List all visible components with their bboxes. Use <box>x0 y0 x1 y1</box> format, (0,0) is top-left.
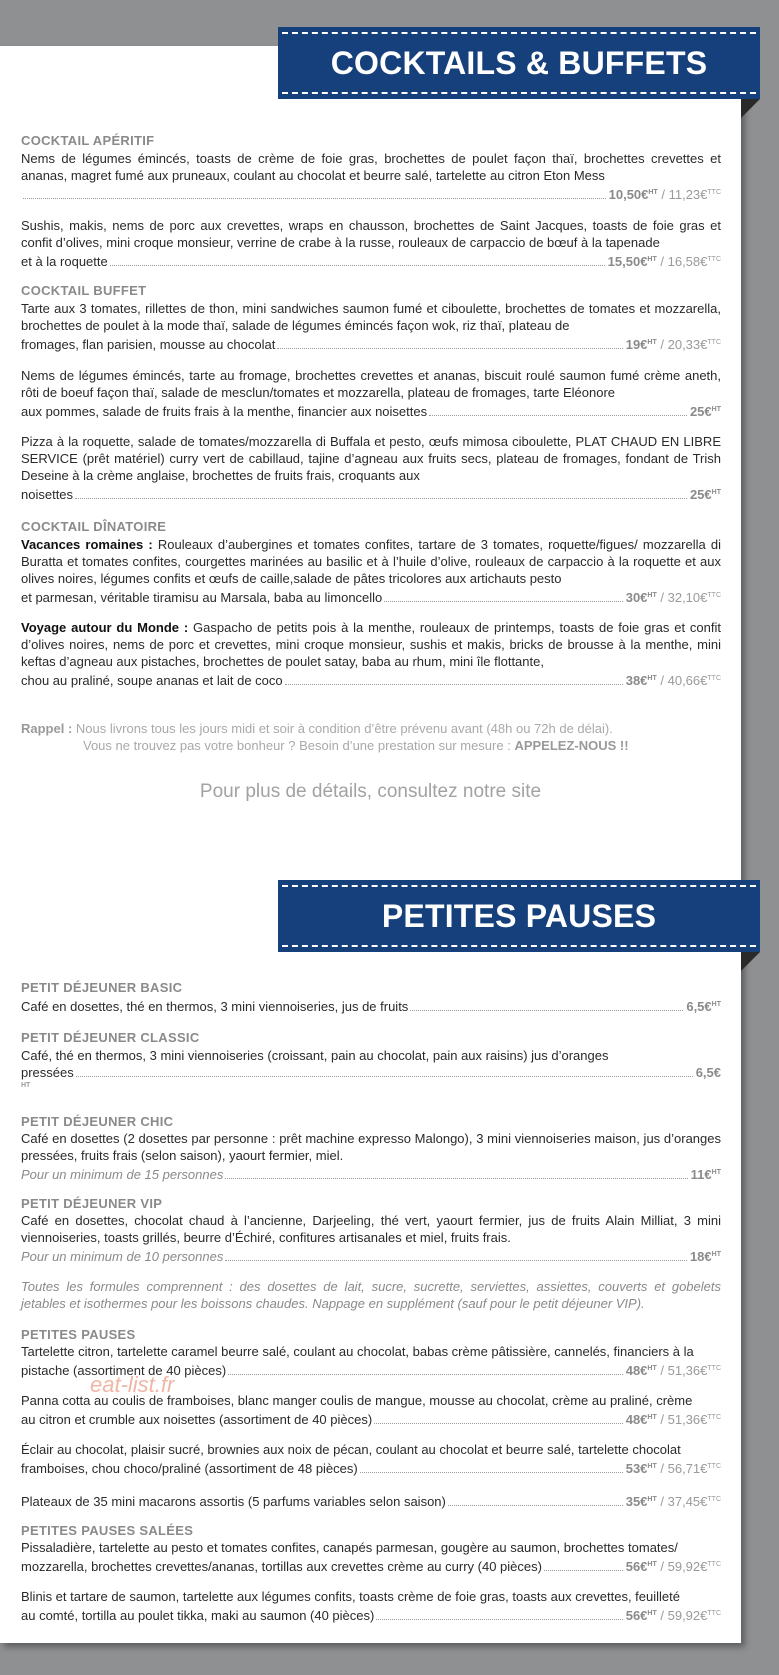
menu-item <box>21 150 721 203</box>
menu-item <box>21 1212 721 1265</box>
reminder-line-1: Nous livrons tous les jours midi et soir à condition d’être prévenu avant (48h ou 72h de délai). <box>72 721 613 736</box>
menu-item <box>21 433 721 503</box>
item-description-end: Café en dosettes, thé en thermos, 3 mini viennoiseries, jus de fruits <box>21 999 409 1014</box>
item-price: 10,50€$^{HT}$ / 11,23€$^{TTC}$ <box>608 187 721 202</box>
item-description-end: au comté, tortilla au poulet tikka, maki au saumon (40 pièces) <box>21 1608 375 1623</box>
item-description-end: pressées <box>21 1065 74 1080</box>
item-price: 25€$^{HT}$ <box>689 487 721 502</box>
item-description-end: Plateaux de 35 mini macarons assortis (5 parfums variables selon saison) <box>21 1494 446 1509</box>
menu-item <box>21 1047 721 1090</box>
item-price: 18€$^{HT}$ <box>689 1249 721 1264</box>
section-title-cocktail-buffet: COCKTAIL BUFFET <box>21 283 147 298</box>
item-price: 25€$^{HT}$ <box>689 404 721 419</box>
item-price: 38€$^{HT}$ / 40,66€$^{TTC}$ <box>625 673 721 688</box>
item-description-end: framboises, chou choco/praliné (assortiment de 48 pièces) <box>21 1461 358 1476</box>
item-lead: Voyage autour du Monde : <box>21 620 189 635</box>
item-description-end: mozzarella, brochettes crevettes/ananas, tortillas aux crevettes crème au curry (40 pièces) <box>21 1559 542 1574</box>
banner-fold <box>741 99 760 118</box>
item-description: Blinis et tartare de saumon, tartelette aux légumes confits, toasts crème de foie gras, toasts aux crevettes, feuilleté <box>21 1589 680 1604</box>
banner-fold <box>741 952 760 971</box>
dot-leader <box>23 198 606 199</box>
website-note: Pour plus de détails, consultez notre site <box>199 781 542 802</box>
item-description: Vacances romaines : Rouleaux d’aubergines et tomates confites, tartare de 3 tomates, roquette/figues/ mozzarella di Buratta et tomates confites, courgettes marinées au basilic et à l’huile d’olive, rouleaux de carpaccio à la roquette et aux olives noires, légumes confits et œufs de caille,salade de pâtes tricolores aux artichauts pesto <box>21 537 721 586</box>
item-description-end: pistache (assortiment de 40 pièces) <box>21 1363 227 1378</box>
item-description: Café en dosettes (2 dosettes par personne : prêt machine expresso Malongo), 3 mini viennoiseries maison, jus d’oranges pressées, fruits frais (selon saison), yaourt fermier, miel. <box>21 1131 721 1163</box>
item-description: Tartelette citron, tartelette caramel beurre salé, coulant au chocolat, babas crème pâtissière, cannelés, financiers à la <box>21 1344 694 1359</box>
minimum-note: Pour un minimum de 15 personnes <box>21 1167 224 1182</box>
menu-item <box>21 367 721 420</box>
menu-item <box>21 1130 721 1183</box>
item-price: 53€$^{HT}$ / 56,71€$^{TTC}$ <box>625 1461 721 1476</box>
item-description-end: noisettes <box>21 487 74 502</box>
watermark: eat-list.fr <box>90 1372 175 1397</box>
banner-petites-pauses <box>278 880 760 952</box>
dot-leader <box>374 1423 623 1424</box>
section-title-pdj-vip: PETIT DÉJEUNER VIP <box>21 1196 163 1211</box>
dot-leader <box>225 1178 687 1179</box>
item-price: 56€$^{HT}$ / 59,92€$^{TTC}$ <box>625 1608 721 1623</box>
banner-cocktails-buffets <box>278 27 760 99</box>
item-description-end: chou au praliné, soupe ananas et lait de coco <box>21 673 283 688</box>
item-description: Café en dosettes, chocolat chaud à l’ancienne, Darjeeling, thé vert, yaourt fermier, jus de fruits Alain Milliat, 3 mini viennoiseries, toasts grillés, beurre d’Échiré, confitures artisanales et miel, fruits frais. <box>21 1213 721 1245</box>
minimum-note: Pour un minimum de 10 personnes <box>21 1249 224 1264</box>
menu-item <box>21 536 721 606</box>
section-title-cocktail-dinatoire: COCKTAIL DÎNATOIRE <box>21 519 167 534</box>
dot-leader <box>544 1570 623 1571</box>
menu-item <box>21 217 721 270</box>
item-description: Nems de légumes émincés, toasts de crème de foie gras, brochettes de poulet façon thaï, brochettes crevettes et ananas, magret fumé aux pruneaux, coulant au chocolat et beurre salé, tartelette au citron Eton Mess <box>21 151 721 183</box>
section-title-pdj-chic: PETIT DÉJEUNER CHIC <box>21 1114 174 1129</box>
item-price: 19€$^{HT}$ / 20,33€$^{TTC}$ <box>625 337 721 352</box>
dot-leader <box>285 684 623 685</box>
dot-leader <box>277 348 622 349</box>
item-description: Éclair au chocolat, plaisir sucré, brownies aux noix de pécan, coulant au chocolat et beurre salé, tartelette chocolat <box>21 1442 681 1457</box>
item-price: 30€$^{HT}$ / 32,10€$^{TTC}$ <box>625 590 721 605</box>
menu-item <box>21 619 721 689</box>
section-title-pauses-salees: PETITES PAUSES SALÉES <box>21 1523 194 1538</box>
reminder-label: Rappel : <box>21 721 73 736</box>
menu-item <box>21 300 721 353</box>
menu-item <box>21 1491 721 1510</box>
dot-leader <box>75 498 687 499</box>
item-price: 48€$^{HT}$ / 51,36€$^{TTC}$ <box>625 1412 721 1427</box>
item-description-end: et à la roquette <box>21 254 108 269</box>
formulas-note: Toutes les formules comprennent : des dosettes de lait, sucre, sucrette, serviettes, assiettes, couverts et gobelets jetables et isothermes pour les boissons chaudes. Nappage en supplément (sauf pour le petit déjeuner VIP). <box>21 1279 721 1311</box>
item-price: 56€$^{HT}$ / 59,92€$^{TTC}$ <box>625 1559 721 1574</box>
dot-leader <box>410 1010 683 1011</box>
reminder-line-2: Vous ne trouvez pas votre bonheur ? Besoin d’une prestation sur mesure : <box>83 738 515 753</box>
dot-leader <box>76 1076 693 1077</box>
item-description: Sushis, makis, nems de porc aux crevettes, wraps en chausson, brochettes de Saint Jacques, toasts de foie gras et confit d’olives, mini croque monsieur, verrine de crabe à la russe, rouleaux de carpaccio de bœuf à la tapenade <box>21 218 721 250</box>
dot-leader <box>448 1505 623 1506</box>
banner-title: COCKTAILS & BUFFETS <box>330 44 708 81</box>
item-description: Tarte aux 3 tomates, rillettes de thon, mini sandwiches saumon fumé et ciboulette, brochettes de tomates et mozzarella, brochettes de poulet à la mode thaï, salade de légumes émincés façon wok, riz thaï, plateau de <box>21 301 721 333</box>
menu-item <box>21 1441 721 1477</box>
item-description-end: au citron et crumble aux noisettes (assortiment de 40 pièces) <box>21 1412 373 1427</box>
item-description: Panna cotta au coulis de framboises, blanc manger coulis de mangue, mousse au chocolat, crème au praliné, crème <box>21 1393 693 1408</box>
banner-title: PETITES PAUSES <box>381 897 657 934</box>
item-lead: Vacances romaines : <box>21 537 153 552</box>
dot-leader <box>360 1472 623 1473</box>
item-description: Nems de légumes émincés, tarte au fromage, brochettes crevettes et ananas, biscuit roulé saumon fumé crème aneth, rôti de boeuf façon thaï, salade de mesclun/tomates et mozzarella, plateau de fromages, tarte Eléonore <box>21 368 721 400</box>
item-description: Pissaladière, tartelette au pesto et tomates confites, canapés parmesan, gougère au saumon, brochettes tomates/ <box>21 1540 678 1555</box>
menu-item <box>21 996 721 1015</box>
dot-leader <box>376 1619 622 1620</box>
section-title-petites-pauses: PETITES PAUSES <box>21 1327 136 1342</box>
item-price: 11€$^{HT}$ <box>690 1167 721 1182</box>
item-price: 35€$^{HT}$ / 37,45€$^{TTC}$ <box>625 1494 721 1509</box>
item-description: Café, thé en thermos, 3 mini viennoiseries (croissant, pain au chocolat, pain aux raisins) jus d’oranges <box>21 1048 609 1063</box>
item-price: 48€$^{HT}$ / 51,36€$^{TTC}$ <box>625 1363 721 1378</box>
item-description: Pizza à la roquette, salade de tomates/mozzarella di Buffala et pesto, œufs mimosa ciboulette, PLAT CHAUD EN LIBRE SERVICE (prêt matériel) curry vert de cabillaud, tajine d’agneau aux fruits secs, plateau de fromages, fondant de Trish Deseine à la crème anglaise, brochettes de fruits frais, croquants aux <box>21 434 721 483</box>
dot-leader <box>228 1374 623 1375</box>
item-description-end: fromages, flan parisien, mousse au chocolat <box>21 337 276 352</box>
price-unit: HT <box>21 1082 31 1089</box>
menu-item <box>21 1539 721 1575</box>
item-description: Voyage autour du Monde : Gaspacho de petits pois à la menthe, rouleaux de printemps, toasts de foie gras et confit d’olives noires, nems de porc et crevettes, mini croque monsieur, sushis et makis, bricks de brousse à la menthe, mini keftas d’agneau aux pistaches, brochettes de poulet satay, baba au rhum, mini île flottante, <box>21 620 722 669</box>
dot-leader <box>225 1260 687 1261</box>
section-title-pdj-basic: PETIT DÉJEUNER BASIC <box>21 980 183 995</box>
menu-item <box>21 1588 721 1624</box>
item-description-end: et parmesan, véritable tiramisu au Marsala, baba au limoncello <box>21 590 383 605</box>
dot-leader <box>384 601 622 602</box>
section-title-cocktail-aperitif: COCKTAIL APÉRITIF <box>21 133 155 148</box>
dot-leader <box>429 415 687 416</box>
delivery-reminder <box>21 720 629 754</box>
item-price: 6,5€ <box>695 1065 721 1080</box>
item-price: 15,50€$^{HT}$ / 16,58€$^{TTC}$ <box>607 254 721 269</box>
item-description-end: aux pommes, salade de fruits frais à la menthe, financier aux noisettes <box>21 404 428 419</box>
dot-leader <box>110 265 605 266</box>
call-us-text: APPELEZ-NOUS !! <box>514 738 629 753</box>
section-title-pdj-classic: PETIT DÉJEUNER CLASSIC <box>21 1030 200 1045</box>
item-price: 6,5€$^{HT}$ <box>686 999 721 1014</box>
